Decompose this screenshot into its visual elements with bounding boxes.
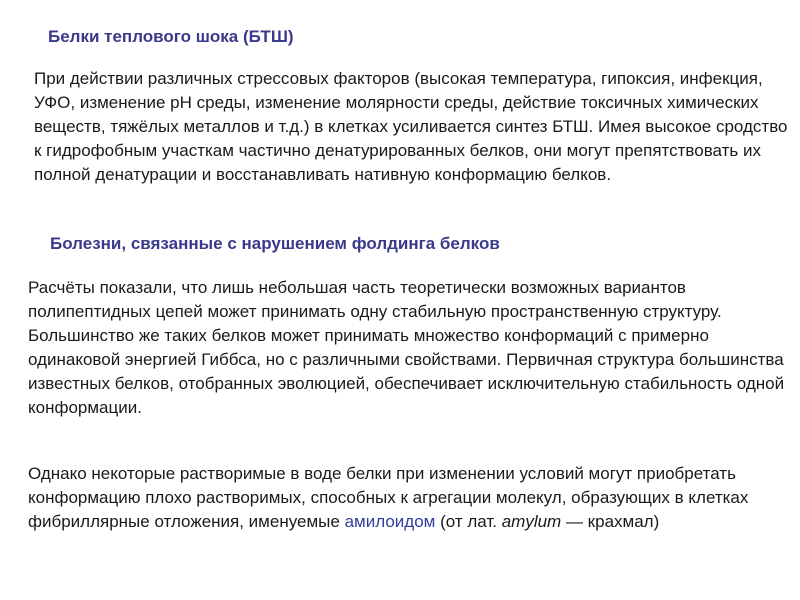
latin-suffix: — крахмал) <box>565 512 660 531</box>
latin-prefix: (от лат. <box>440 512 497 531</box>
paragraph-heat-shock-proteins: При действии различных стрессовых факторов (высокая температура, гипоксия, инфекция, УФО, изменение pH среды, изменение молярности среды, действие токсичных химических веществ, тяжёлых металлов и т.д.) в клетках усиливается синтез БТШ. Имея высокое сродство к гидрофобным участкам частично денатурированных белков, они могут препятствовать их полной денатурации и восстанавливать нативную конформацию белков. <box>34 69 788 184</box>
amyloid-term: амилоидом <box>344 512 436 531</box>
latin-word: amylum <box>501 512 562 531</box>
heading-heat-shock-proteins: Белки теплового шока (БТШ) <box>48 27 294 46</box>
heading-protein-folding-diseases: Болезни, связанные с нарушением фолдинга белков <box>50 234 500 253</box>
paragraph-conformation-stability: Расчёты показали, что лишь небольшая часть теоретически возможных вариантов полипептидных цепей может принимать одну стабильную пространственную структуру. Большинство же таких белков может принимать множество конформаций с примерно одинаковой энергией Гиббса, но с различными свойствами. Первичная структура большинства известных белков, отобранных эволюцией, обеспечивает исключительную стабильность одной конформации. <box>28 278 785 417</box>
paragraph-amyloid <box>28 462 788 534</box>
amyloid-text: Однако некоторые растворимые в воде белки при изменении условий могут приобретать конформацию плохо растворимых, способных к агрегации молекул, образующих в клетках фибриллярные отложения, именуемые <box>28 464 749 531</box>
